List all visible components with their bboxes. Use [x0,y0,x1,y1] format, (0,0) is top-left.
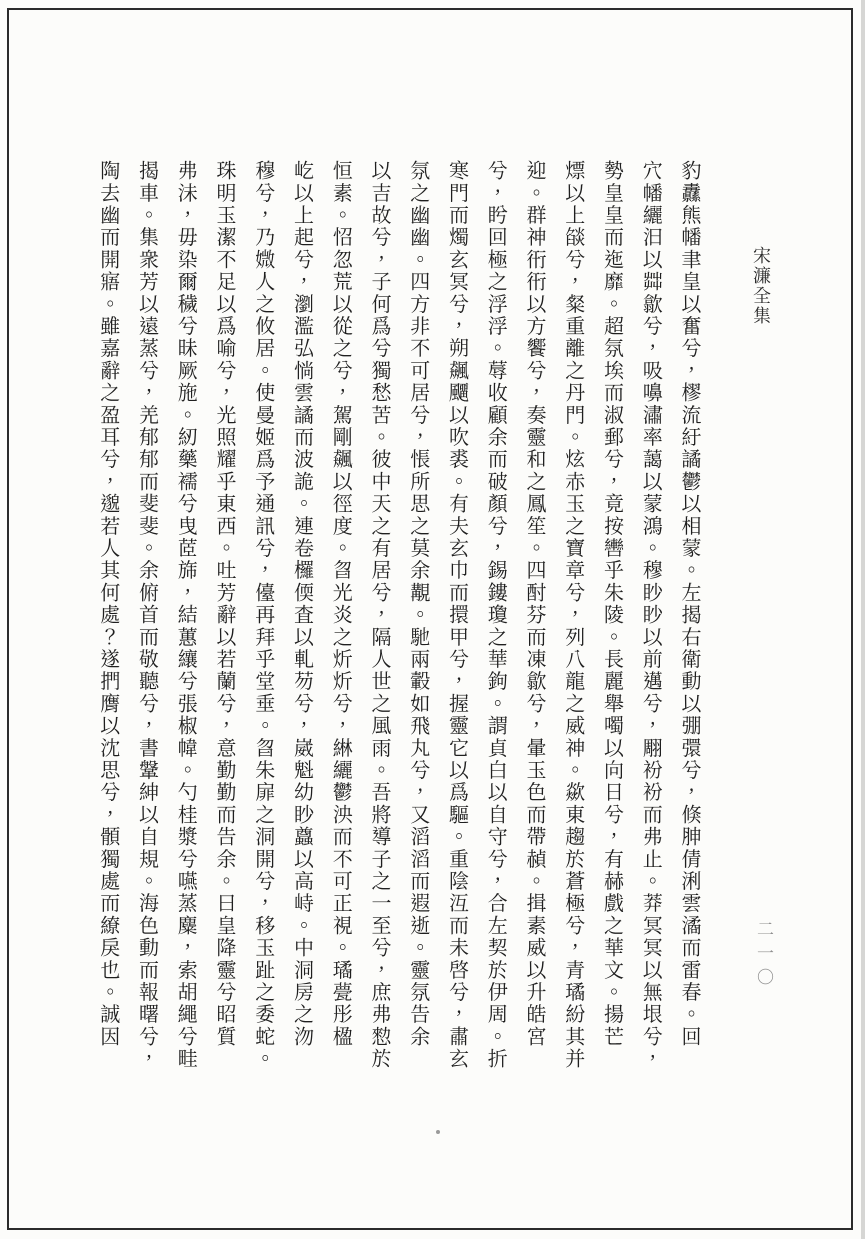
text-column-06: 兮，盻回極之浮浮。蓐收顧余而破顏兮，錫鏤瓊之華鉤。謂貞白以自守兮，合左契於伊周。折 [484,160,507,1071]
running-title: 宋濂全集 [751,246,771,326]
main-text-block [88,160,708,1118]
text-column-15: 揭車。集衆芳以遠蒸兮，羌郁郁而斐斐。余俯首而敬聽兮，書鞶紳以自規。海色動而報曙兮， [135,160,158,1071]
text-column-14: 弗沬，毋染爾穢兮昧厥施。紉藥襦兮曳茝旆，結蕙纕兮張椒幃。勺桂漿兮嚥蒸麋，索胡繩兮畦 [174,160,197,1071]
text-column-11: 屹以上起兮，瀏濫弘惝雲譎而波詭。連卷欏偄査以軋芴兮，崴魁幼眇蠤以高峙。中洞房之沕 [290,160,313,1048]
page-number: 二一〇 [754,920,773,992]
text-column-10: 恒素。怊忽荒以從之兮，駕剛飆以徑度。曶光炎之炘炘兮，綝纚鬱泱而不可正視。璚甍彤楹 [329,160,352,1048]
print-speck [436,1130,440,1134]
text-column-03: 勢皇皇而迤靡。超氛埃而淑郵兮，竟按轡乎朱陵。長麗舉噣以向日兮，有赫戲之華文。揚芒 [600,160,623,1048]
text-column-12: 穆兮，乃媺人之攸居。使曼姬爲予通訊兮，儓再拜乎堂垂。曶朱扉之洞開兮，移玉趾之委蛇。 [251,160,274,1071]
text-column-01: 豹纛熊幡聿皇以奮兮，樛流紆譎鬱以相蒙。左揭右衛動以弸彋兮，倏胂倩浰雲潏而雷春。回 [678,160,700,1048]
text-column-05: 迎。群神衎衎以方饗兮，奏靈和之鳳笙。四酎芬而凍歙兮，暈玉色而帶赬。揖素威以升皓宮 [523,160,545,1048]
scan-edge-shadow [861,0,865,1239]
text-column-09: 以吉故兮，子何爲兮獨愁苦。彼中天之有居兮，隔人世之風雨。吾將導子之一至兮，庶弗愸於 [368,160,390,1071]
text-column-07: 寒門而燭玄冥兮，朔飆飅以吹裘。有夫玄巾而擐甲兮，握靈它以爲驅。重陰沍而未啓兮，肅玄 [445,160,468,1071]
text-column-08: 氛之幽幽。四方非不可居兮，悵所思之莫余覯。馳兩轂如飛丸兮，又滔滔而遐逝。靈氛告余 [406,160,429,1048]
text-column-04: 熛以上燄兮，粲重離之丹門。炫赤玉之寶章兮，列八龍之威神。歘東趨於蒼極兮，青璚紛其并 [561,160,584,1071]
text-column-02: 穴幡纚汩以茻歙兮，吸嚊潚率藹以蒙鴻。穆眇眇以前邁兮，翢衯衯而弗止。莽冥冥以無垠兮， [639,160,662,1071]
text-column-16: 陶去幽而開寤。雖嘉辭之盈耳兮，邈若人其何處？遂捫膺以沈思兮，顝獨處而繚戾也。誠因 [96,160,119,1048]
text-column-13: 珠明玉潔不足以爲喻兮，光照耀乎東西。吐芳辭以若蘭兮，意勤勤而告余。曰皇降靈兮昭質 [213,160,235,1048]
